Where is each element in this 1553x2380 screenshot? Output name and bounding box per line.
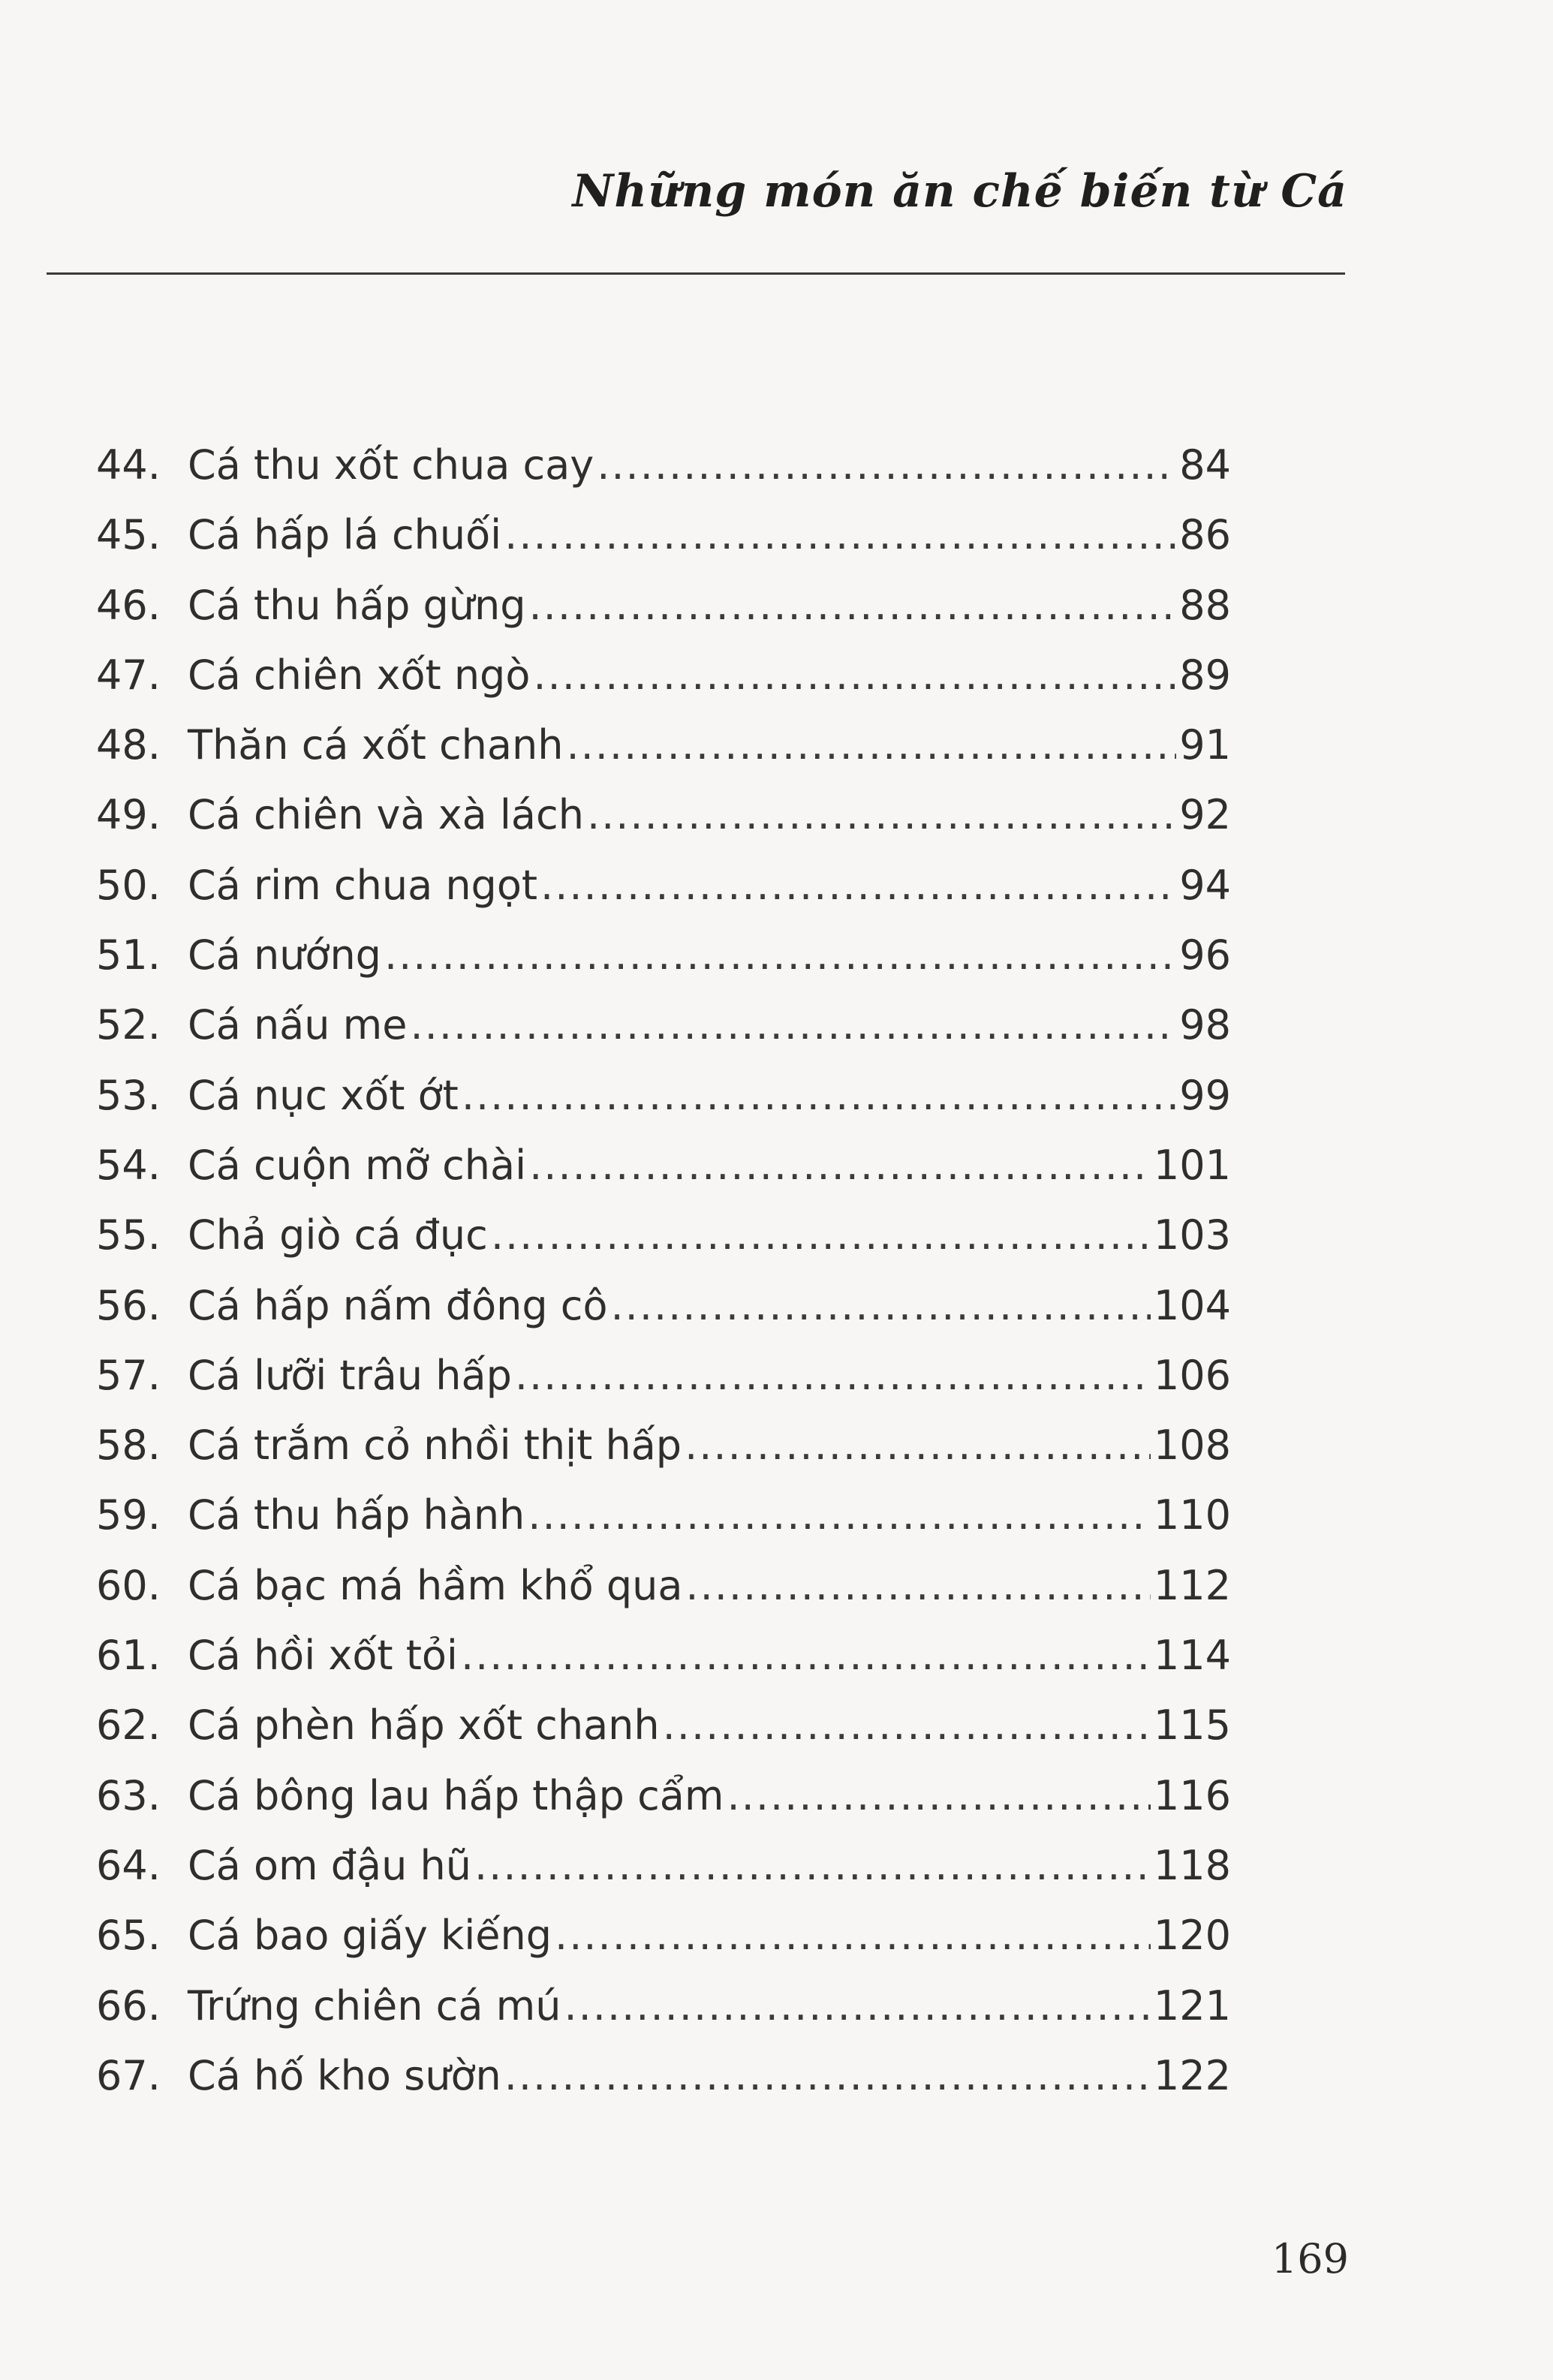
toc-entry <box>96 1982 1231 2052</box>
entry-page: 94 <box>1179 861 1231 909</box>
dot-leader <box>462 1072 1176 1119</box>
entry-page: 121 <box>1153 1981 1231 2029</box>
dot-leader <box>597 441 1176 489</box>
toc-entry <box>96 931 1231 1001</box>
entry-page: 91 <box>1179 721 1231 769</box>
toc-entry <box>96 862 1231 931</box>
entry-title: Cá nấu me <box>188 1001 408 1049</box>
entry-page: 115 <box>1153 1702 1231 1750</box>
entry-number: 53. <box>96 1071 161 1119</box>
entry-number: 46. <box>96 581 161 629</box>
entry-title: Cá phèn hấp xốt chanh <box>188 1702 660 1750</box>
entry-page: 120 <box>1153 1912 1231 1960</box>
dot-leader <box>515 1352 1151 1399</box>
toc-entry <box>96 721 1231 791</box>
toc-entry <box>96 582 1231 651</box>
toc-entry <box>96 511 1231 581</box>
entry-page: 122 <box>1153 2051 1231 2099</box>
entry-number: 52. <box>96 1001 161 1049</box>
dot-leader <box>566 721 1176 769</box>
toc-entry <box>96 1422 1231 1491</box>
toc-entry <box>96 1632 1231 1702</box>
entry-title: Cá thu hấp hành <box>188 1491 525 1539</box>
toc-entry <box>96 1912 1231 1981</box>
page-number: 169 <box>1271 2235 1349 2282</box>
entry-number: 65. <box>96 1912 161 1960</box>
toc-entry <box>96 1842 1231 1912</box>
dot-leader <box>384 931 1176 979</box>
toc-entry <box>96 1562 1231 1632</box>
toc-entry <box>96 1001 1231 1071</box>
entry-page: 88 <box>1179 581 1231 629</box>
entry-title: Cá rim chua ngọt <box>188 861 538 909</box>
dot-leader <box>727 1772 1151 1819</box>
entry-number: 54. <box>96 1141 161 1189</box>
entry-page: 101 <box>1153 1141 1231 1189</box>
dot-leader <box>685 1422 1151 1469</box>
entry-title: Cá bao giấy kiếng <box>188 1912 552 1960</box>
entry-page: 118 <box>1153 1841 1231 1889</box>
entry-number: 64. <box>96 1841 161 1889</box>
entry-number: 62. <box>96 1702 161 1750</box>
entry-number: 47. <box>96 651 161 699</box>
entry-number: 45. <box>96 511 161 559</box>
entry-page: 103 <box>1153 1211 1231 1259</box>
entry-title: Cá lưỡi trâu hấp <box>188 1351 512 1399</box>
toc-entry <box>96 1211 1231 1281</box>
toc-entry <box>96 1072 1231 1142</box>
dot-leader <box>663 1702 1151 1749</box>
toc-entry <box>96 1772 1231 1842</box>
entry-number: 50. <box>96 861 161 909</box>
entry-number: 57. <box>96 1351 161 1399</box>
entry-page: 114 <box>1153 1632 1231 1680</box>
dot-leader <box>411 1001 1177 1049</box>
entry-title: Cá hồi xốt tỏi <box>188 1632 458 1680</box>
table-of-contents <box>96 441 1231 2122</box>
toc-entry <box>96 1352 1231 1422</box>
entry-title: Trứng chiên cá mú <box>188 1981 561 2029</box>
entry-number: 67. <box>96 2051 161 2099</box>
entry-page: 108 <box>1153 1422 1231 1470</box>
entry-title: Cá thu xốt chua cay <box>188 441 594 489</box>
entry-number: 58. <box>96 1422 161 1470</box>
entry-number: 55. <box>96 1211 161 1259</box>
entry-title: Cá thu hấp gừng <box>188 581 526 629</box>
entry-page: 106 <box>1153 1351 1231 1399</box>
entry-number: 51. <box>96 931 161 979</box>
dot-leader <box>528 1491 1151 1539</box>
dot-leader <box>491 1211 1151 1259</box>
entry-page: 98 <box>1179 1001 1231 1049</box>
toc-entry <box>96 1702 1231 1771</box>
entry-page: 112 <box>1153 1561 1231 1609</box>
entry-title: Cá bạc má hầm khổ qua <box>188 1561 683 1609</box>
toc-entry <box>96 2052 1231 2122</box>
entry-page: 84 <box>1179 441 1231 489</box>
entry-number: 63. <box>96 1771 161 1819</box>
dot-leader <box>587 791 1176 838</box>
dot-leader <box>611 1282 1151 1329</box>
entry-title: Thăn cá xốt chanh <box>188 721 564 769</box>
toc-entry <box>96 1142 1231 1211</box>
entry-number: 44. <box>96 441 161 489</box>
dot-leader <box>461 1632 1151 1679</box>
entry-page: 99 <box>1179 1071 1231 1119</box>
entry-page: 116 <box>1153 1771 1231 1819</box>
header-divider <box>47 272 1345 275</box>
entry-page: 86 <box>1179 511 1231 559</box>
entry-title: Cá trắm cỏ nhồi thịt hấp <box>188 1422 682 1470</box>
toc-entry <box>96 651 1231 721</box>
dot-leader <box>529 1142 1151 1189</box>
entry-number: 49. <box>96 791 161 839</box>
dot-leader <box>529 582 1177 629</box>
dot-leader <box>685 1562 1151 1609</box>
running-header: Những món ăn chế biến từ Cá <box>572 165 1347 218</box>
entry-page: 89 <box>1179 651 1231 699</box>
entry-number: 48. <box>96 721 161 769</box>
entry-title: Chả giò cá đục <box>188 1211 488 1259</box>
dot-leader <box>555 1912 1151 1959</box>
entry-title: Cá cuộn mỡ chài <box>188 1141 527 1189</box>
entry-title: Cá hấp lá chuối <box>188 511 502 559</box>
entry-title: Cá hấp nấm đông cô <box>188 1281 608 1329</box>
dot-leader <box>474 1842 1151 1889</box>
dot-leader <box>533 651 1176 699</box>
entry-page: 110 <box>1153 1491 1231 1539</box>
entry-page: 92 <box>1179 791 1231 839</box>
entry-page: 96 <box>1179 931 1231 979</box>
entry-title: Cá hố kho sườn <box>188 2051 501 2099</box>
entry-number: 59. <box>96 1491 161 1539</box>
entry-title: Cá nục xốt ớt <box>188 1071 459 1119</box>
entry-title: Cá om đậu hũ <box>188 1841 471 1889</box>
entry-title: Cá chiên xốt ngò <box>188 651 531 699</box>
entry-number: 66. <box>96 1981 161 2029</box>
dot-leader <box>504 511 1176 558</box>
dot-leader <box>504 2052 1151 2099</box>
toc-entry <box>96 441 1231 511</box>
entry-title: Cá chiên và xà lách <box>188 791 584 839</box>
entry-number: 60. <box>96 1561 161 1609</box>
toc-entry <box>96 1491 1231 1561</box>
dot-leader <box>540 862 1176 909</box>
entry-number: 61. <box>96 1632 161 1680</box>
entry-number: 56. <box>96 1281 161 1329</box>
entry-title: Cá bông lau hấp thập cẩm <box>188 1771 724 1819</box>
entry-page: 104 <box>1153 1281 1231 1329</box>
entry-title: Cá nướng <box>188 931 381 979</box>
dot-leader <box>564 1982 1150 2029</box>
toc-entry <box>96 1282 1231 1352</box>
toc-entry <box>96 791 1231 861</box>
